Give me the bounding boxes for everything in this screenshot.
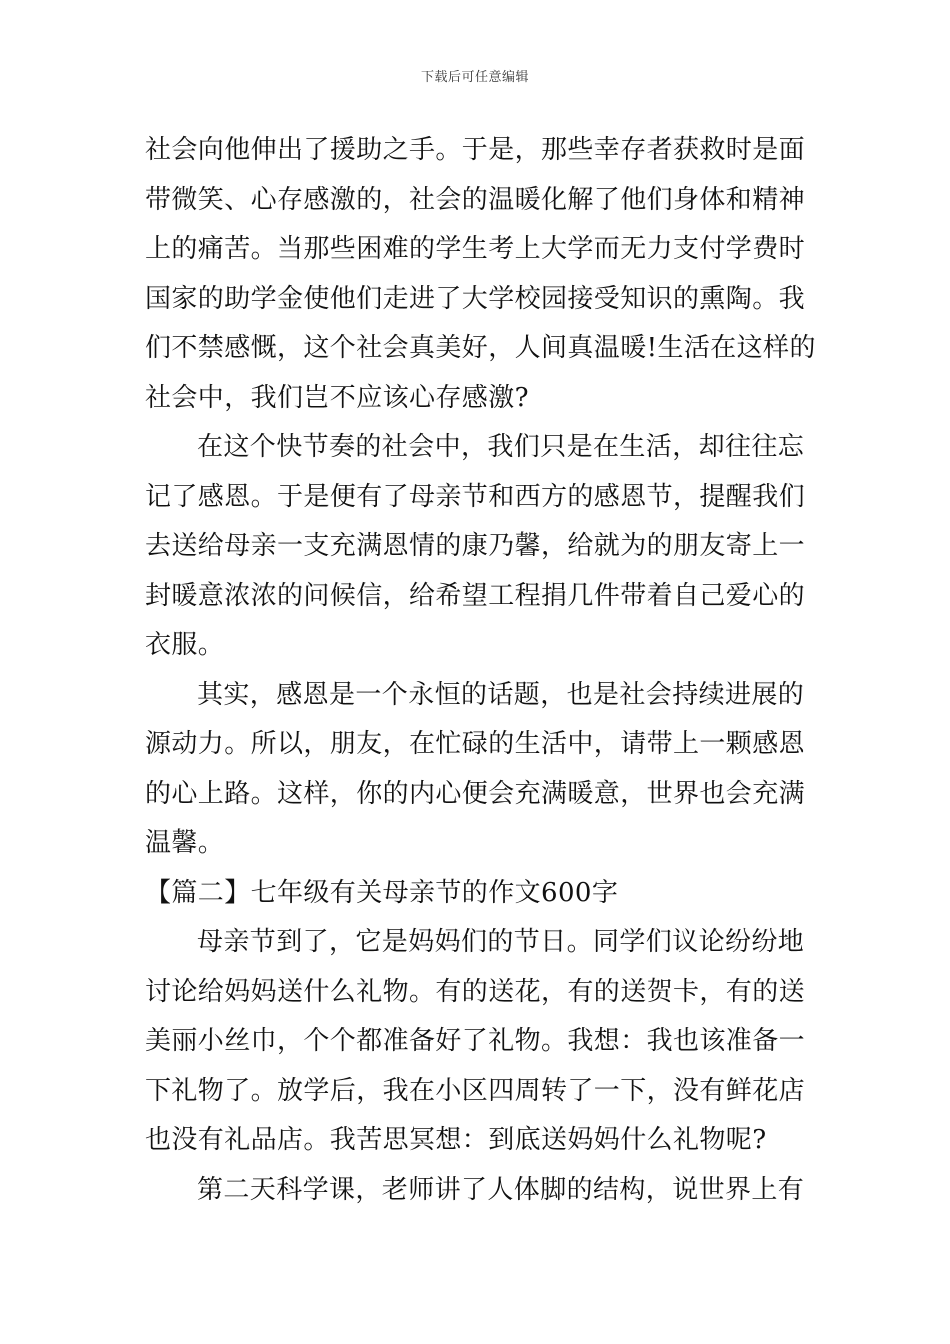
text-line-7: 在这个快节奏的社会中，我们只是在生活，却往往忘 [197,432,805,462]
text-line-11: 衣服。 [145,630,225,660]
text-line-13: 源动力。所以，朋友，在忙碌的生活中，请带上一颗感恩 [145,729,806,759]
text-line-10: 封暖意浓浓的问候信，给希望工程捐几件带着自己爱心的 [145,580,806,611]
text-line-3: 上的痛苦。当那些困难的学生考上大学而无力支付学费时 [145,234,806,264]
section-heading: 【篇二】七年级有关母亲节的作文600字 [145,877,619,908]
text-line-9: 去送给母亲一支充满恩情的康乃馨，给就为的朋友寄上一 [145,531,806,561]
text-line-14: 的心上路。这样，你的内心便会充满暖意，世界也会充满 [145,778,806,809]
text-line-17: 母亲节到了，它是妈妈们的节日。同学们议论纷纷地 [197,927,805,957]
page-header: 下载后可任意编辑 [420,70,529,85]
text-line-6: 社会中，我们岂不应该心存感激? [145,382,529,413]
text-line-21: 也没有礼品店。我苦思冥想：到底送妈妈什么礼物呢? [145,1125,767,1155]
text-line-8: 记了感恩。于是便有了母亲节和西方的感恩节，提醒我们 [145,481,806,512]
text-line-22: 第二天科学课，老师讲了人体脚的结构，说世界上有 [197,1174,805,1205]
text-line-5: 们不禁感慨，这个社会真美好，人间真温暖!生活在这样的 [145,333,816,363]
text-line-20: 下礼物了。放学后，我在小区四周转了一下，没有鲜花店 [145,1075,806,1106]
document-body [145,126,816,1215]
text-line-18: 讨论给妈妈送什么礼物。有的送花，有的送贺卡，有的送 [145,976,806,1007]
text-line-19: 美丽小丝巾，个个都准备好了礼物。我想：我也该准备一 [145,1026,806,1056]
text-line-4: 国家的助学金使他们走进了大学校园接受知识的熏陶。我 [145,283,806,314]
text-line-12: 其实，感恩是一个永恒的话题，也是社会持续进展的 [197,679,805,710]
text-line-1: 社会向他伸出了援助之手。于是，那些幸存者获救时是面 [145,135,806,165]
text-line-2: 带微笑、心存感激的，社会的温暖化解了他们身体和精神 [145,184,806,215]
text-line-15: 温馨。 [145,828,225,858]
